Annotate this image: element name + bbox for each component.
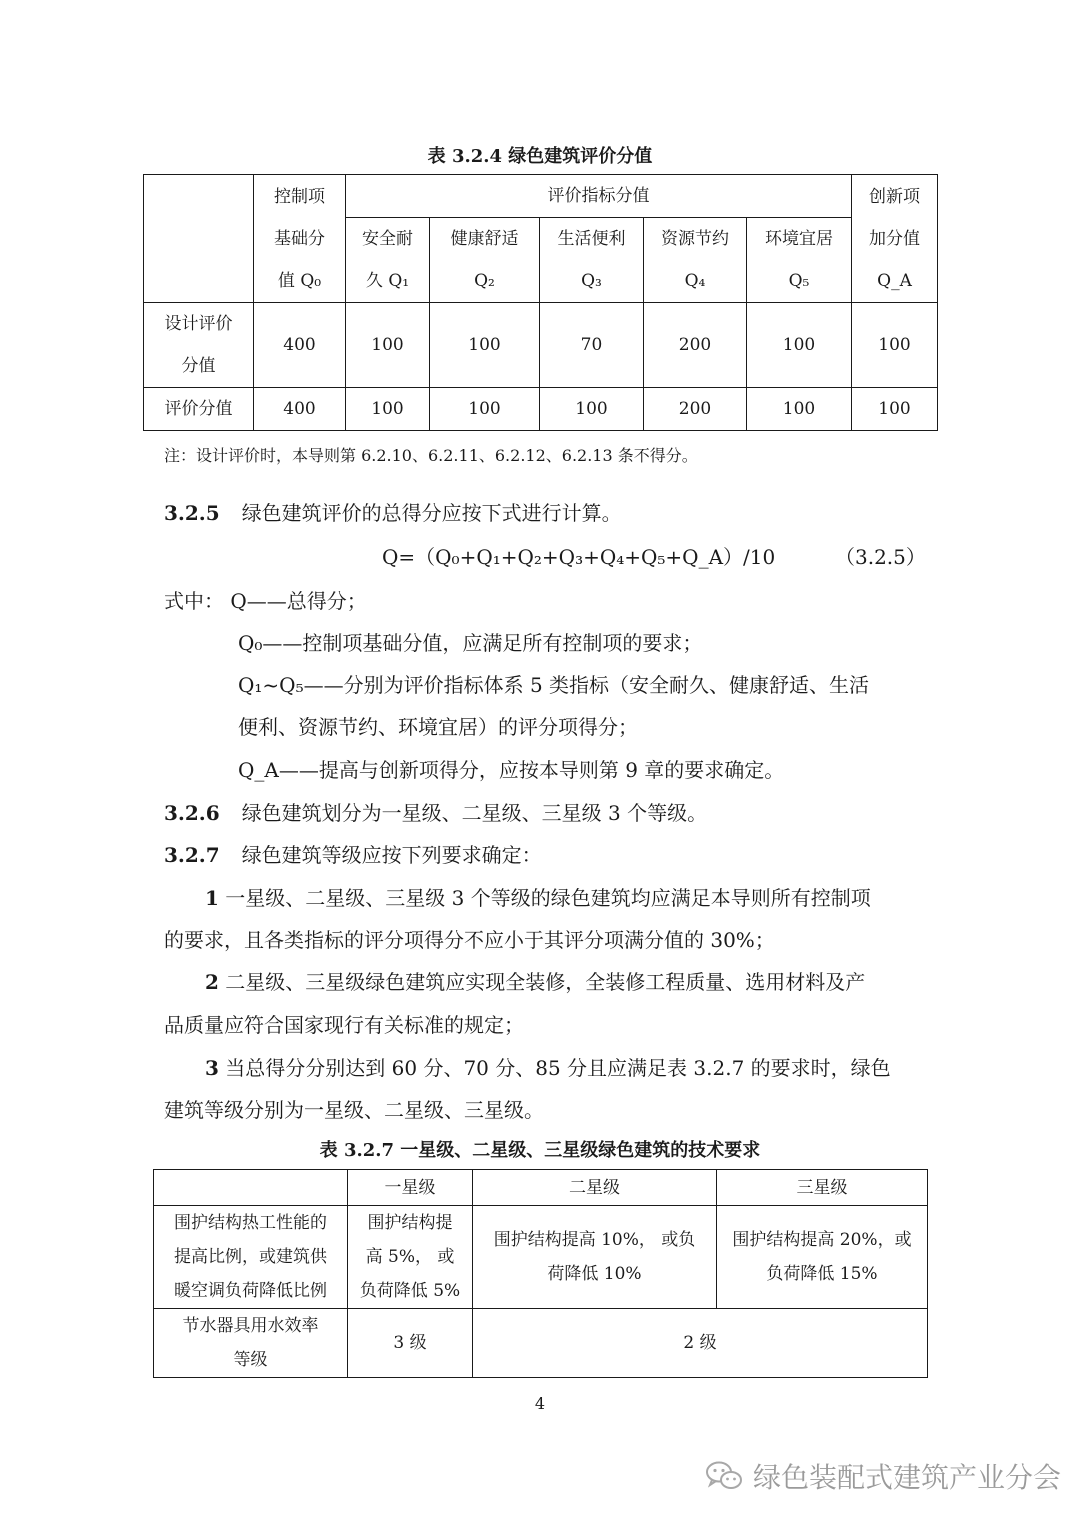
clause-3-2-6	[164, 797, 707, 826]
wechat-icon	[705, 1460, 743, 1492]
table-cell: 100	[747, 388, 852, 431]
table-cell: 围护结构提高 10%， 或负 荷降低 10%	[473, 1206, 717, 1309]
clause-number: 3.2.5	[164, 501, 220, 525]
row-label: 围护结构热工性能的 提高比例，或建筑供 暖空调负荷降低比例	[154, 1206, 348, 1309]
row-label: 节水器具用水效率 等级	[154, 1309, 348, 1378]
control-header: 控制项 基础分 值 Q₀	[254, 175, 346, 303]
formula: Q=（Q₀+Q₁+Q₂+Q₃+Q₄+Q₅+Q_A）/10	[382, 545, 776, 569]
table-cell: 100	[540, 388, 644, 431]
table-row	[154, 1309, 928, 1378]
table-cell: 100	[346, 388, 430, 431]
table-cell: 2 级	[473, 1309, 928, 1378]
corner-cell	[144, 175, 254, 303]
table-cell: 100	[852, 303, 938, 388]
table-cell: 100	[430, 388, 540, 431]
table-cell: 100	[346, 303, 430, 388]
definition-line: Q₁~Q₅——分别为评价指标体系 5 类指标（安全耐久、健康舒适、生活	[238, 673, 870, 697]
table-row	[144, 303, 938, 388]
watermark-text: 绿色装配式建筑产业分会	[753, 1461, 1062, 1494]
formula-number: （3.2.5）	[835, 545, 926, 569]
table-note: 注：设计评价时，本导则第 6.2.10、6.2.11、6.2.12、6.2.13 条不得分。	[164, 446, 698, 465]
table-cell: 100	[747, 303, 852, 388]
list-item-continuation: 品质量应符合国家现行有关标准的规定；	[164, 1013, 524, 1037]
clause-number: 3.2.7	[164, 843, 220, 867]
table-row	[144, 388, 938, 431]
watermark	[705, 1456, 1061, 1496]
table-cell: 400	[254, 388, 346, 431]
col-header-q3: 生活便利 Q₃	[540, 218, 644, 303]
clause-3-2-7	[164, 839, 542, 868]
table-3-2-7-caption: 表 3.2.7 一星级、二星级、三星级绿色建筑的技术要求	[319, 1140, 761, 1161]
list-item: 2 二星级、三星级绿色建筑应实现全装修，全装修工程质量、选用材料及产	[205, 970, 866, 994]
table-cell: 200	[644, 388, 747, 431]
definition-line: Q₀——控制项基础分值，应满足所有控制项的要求；	[238, 631, 703, 655]
page-number: 4	[534, 1394, 546, 1413]
table-3-2-4-caption: 表 3.2.4 绿色建筑评价分值	[427, 146, 653, 167]
clause-text: 绿色建筑评价的总得分应按下式进行计算。	[241, 501, 622, 525]
list-item: 3 当总得分分别达到 60 分、70 分、85 分且应满足表 3.2.7 的要求时，绿色	[205, 1056, 891, 1080]
indicator-group-header: 评价指标分值	[346, 175, 852, 218]
list-item: 1 一星级、二星级、三星级 3 个等级的绿色建筑均应满足本导则所有控制项	[205, 886, 871, 910]
row-label: 评价分值	[144, 388, 254, 431]
definition-line: Q_A——提高与创新项得分，应按本导则第 9 章的要求确定。	[238, 758, 785, 782]
table-cell: 3 级	[348, 1309, 473, 1378]
col-header-one-star: 一星级	[348, 1170, 473, 1206]
list-item-continuation: 的要求，且各类指标的评分项得分不应小于其评分项满分值的 30%；	[164, 928, 775, 952]
list-item-continuation: 建筑等级分别为一星级、二星级、三星级。	[164, 1098, 544, 1122]
table-cell: 100	[430, 303, 540, 388]
row-label: 设计评价 分值	[144, 303, 254, 388]
table-cell: 围护结构提 高 5%， 或 负荷降低 5%	[348, 1206, 473, 1309]
clause-text: 绿色建筑等级应按下列要求确定：	[241, 843, 542, 867]
col-header-q2: 健康舒适 Q₂	[430, 218, 540, 303]
table-3-2-7	[153, 1169, 928, 1378]
table-row	[154, 1206, 928, 1309]
clause-number: 3.2.6	[164, 801, 220, 825]
col-header-q5: 环境宜居 Q₅	[747, 218, 852, 303]
table-cell: 70	[540, 303, 644, 388]
table-cell: 200	[644, 303, 747, 388]
definition-line: 式中： Q——总得分；	[164, 589, 367, 613]
innovation-header: 创新项 加分值 Q_A	[852, 175, 938, 303]
table-cell: 400	[254, 303, 346, 388]
col-header-q1: 安全耐 久 Q₁	[346, 218, 430, 303]
clause-text: 绿色建筑划分为一星级、二星级、三星级 3 个等级。	[241, 801, 708, 825]
clause-3-2-5	[164, 497, 622, 526]
corner-cell	[154, 1170, 348, 1206]
col-header-two-star: 二星级	[473, 1170, 717, 1206]
col-header-three-star: 三星级	[717, 1170, 928, 1206]
table-cell: 围护结构提高 20%，或 负荷降低 15%	[717, 1206, 928, 1309]
col-header-q4: 资源节约 Q₄	[644, 218, 747, 303]
table-cell: 100	[852, 388, 938, 431]
table-3-2-4	[143, 174, 938, 431]
definition-line: 便利、资源节约、环境宜居）的评分项得分；	[238, 715, 638, 739]
